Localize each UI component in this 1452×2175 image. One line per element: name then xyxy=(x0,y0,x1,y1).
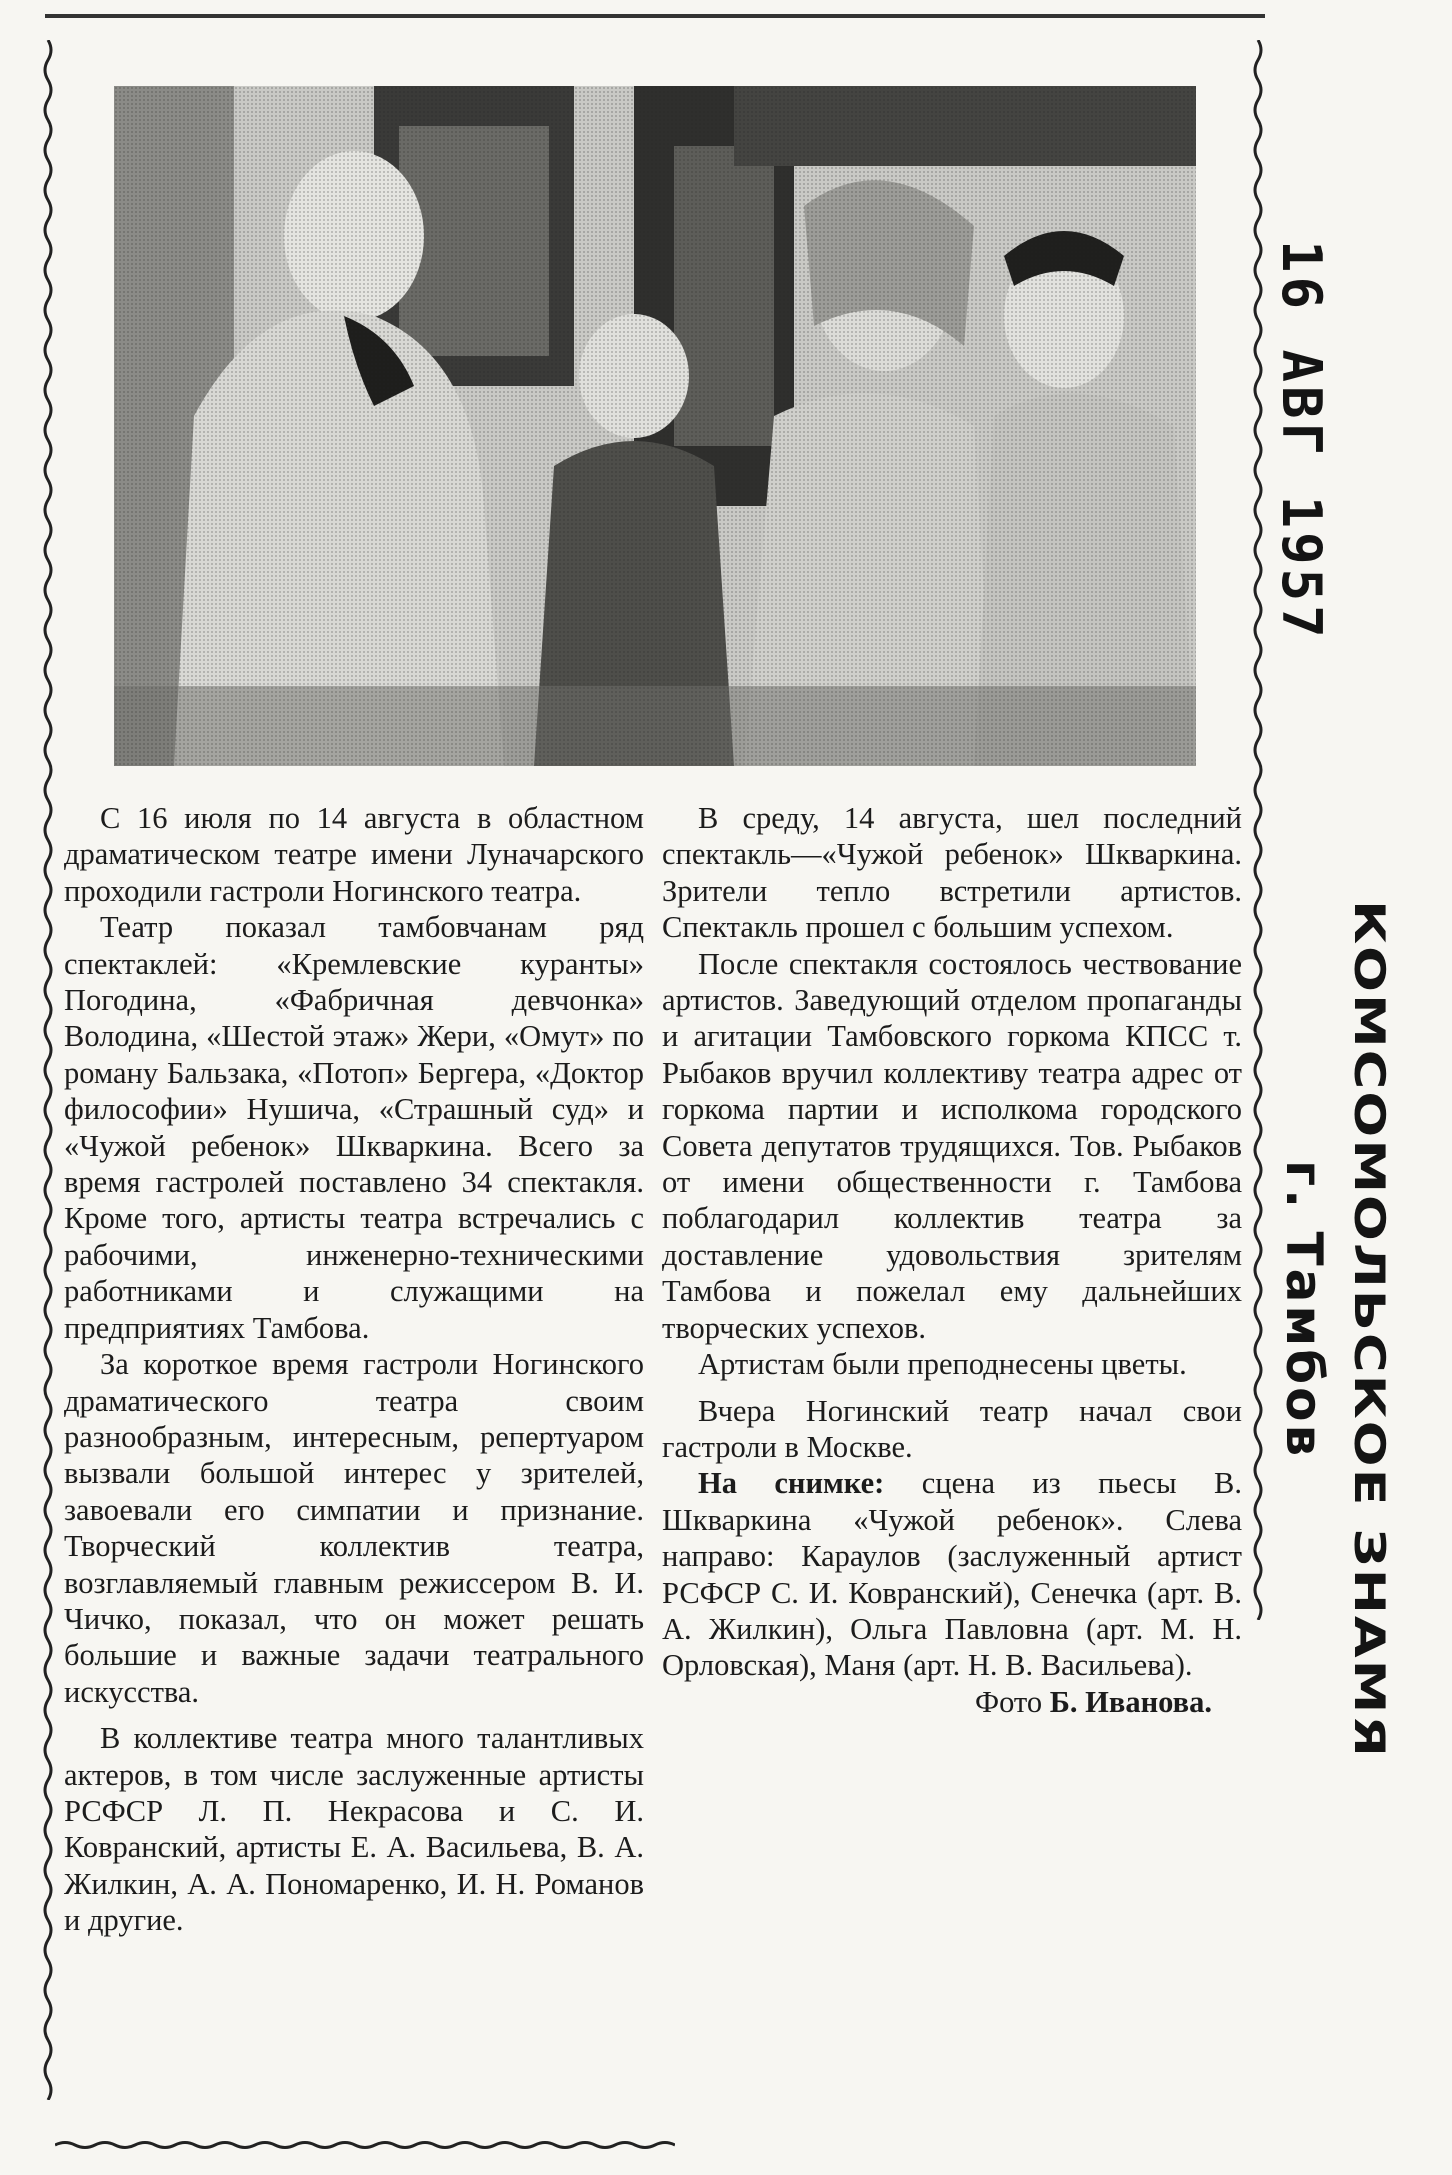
article-left-column xyxy=(64,800,644,1939)
paragraph: Театр показал тамбовчанам ряд спектаклей: «Кремлевские куранты» Погодина, «Фабричная девчонка» Володина, «Шестой этаж» Жери, «Омут» по роману Бальзака, «Потоп» Бергера, «Доктор философии» Нушича, «Страшный суд» и «Чужой ребенок» Шкваркина. Всего за время гастролей поставлено 34 спектакля. Кроме того, артисты театра встречались с рабочими, инженерно-техническими работниками и служащими на предприятиях Тамбова. xyxy=(64,910,644,1345)
scene-photo xyxy=(114,86,1196,766)
newspaper-name: КОМСОМОЛЬСКОЕ ЗНАМЯ xyxy=(1345,900,1395,1759)
photo-caption xyxy=(662,1465,1242,1683)
article-right-column xyxy=(662,800,1242,1720)
credit-name: Б. Иванова. xyxy=(1049,1684,1212,1719)
photo-credit xyxy=(662,1684,1242,1720)
clipping-left-border xyxy=(40,40,56,2100)
paragraph: Артистам были преподнесены цветы. xyxy=(698,1347,1187,1382)
caption-text: сцена из пьесы В. Шкваркина «Чужой ребенок». Слева направо: Караулов (заслуженный артист РСФСР С. И. Ковранский), Сенечка (арт. В. А. Жилкин), Ольга Павловна (арт. М. Н. Орловская), Маня (арт. Н. В. Васильева). xyxy=(662,1466,1243,1683)
paragraph: В коллективе театра много талантливых актеров, в том числе заслуженные артисты РСФСР Л. П. Некрасова и С. И. Ковранский, артисты Е. А. Васильева, В. А. Жилкин, А. А. Пономаренко, И. Н. Романов и другие. xyxy=(64,1721,644,1938)
clipping-right-border xyxy=(1250,40,1266,1620)
paragraph: Вчера Ногинский театр начал свои гастроли в Москве. xyxy=(662,1393,1242,1464)
paragraph: С 16 июля по 14 августа в областном драматическом театре имени Луначарского проходили гастроли Ногинского театра. xyxy=(64,801,644,908)
paragraph: После спектакля состоялось чествование артистов. Заведующий отделом пропаганды и агитации Тамбовского горкома КПСС т. Рыбаков вручил коллективу театра адрес от горкома партии и исполкома городского Совета депутатов трудящихся. Тов. Рыбаков от имени общественности г. Тамбова поблагодарил коллектив театра за доставление удовольствия зрителям Тамбова и пожелал ему дальнейших творческих успехов. xyxy=(662,946,1242,1345)
paragraph: В среду, 14 августа, шел последний спектакль—«Чужой ребенок» Шкваркина. Зрители тепло встретили артистов. Спектакль прошел с большим успехом. xyxy=(662,801,1242,945)
clipping-bottom-border xyxy=(55,2140,675,2150)
photo-illustration xyxy=(114,86,1196,766)
newspaper-city: г. Тамбов xyxy=(1275,1160,1333,1460)
credit-prefix: Фото xyxy=(974,1684,1043,1719)
date-stamp: 16 АВГ 1957 xyxy=(1270,240,1333,642)
clipping-top-edge xyxy=(45,14,1265,18)
paragraph: За короткое время гастроли Ногинского драматического театра своим разнообразным, интересным, репертуаром вызвали большой интерес у зрителей, завоевали его симпатии и признание. Творческий коллектив театра, возглавляемый главным режиссером В. И. Чичко, показал, что он может решать большие и важные задачи театрального искусства. xyxy=(64,1347,644,1709)
caption-label: На снимке: xyxy=(698,1466,885,1501)
